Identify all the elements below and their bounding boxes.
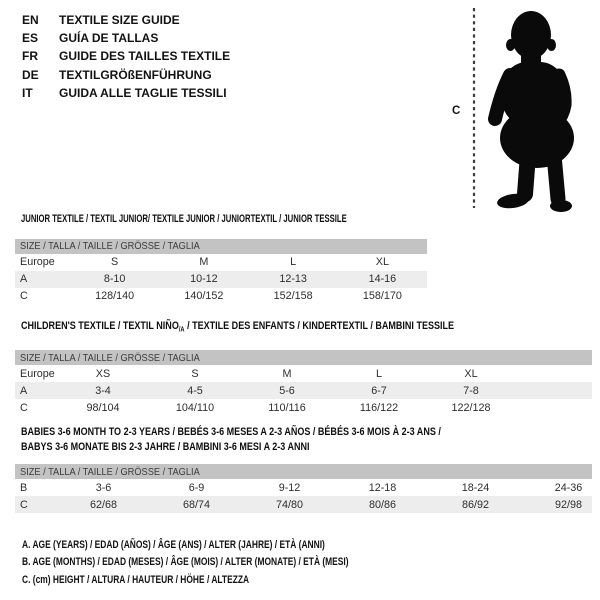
table-title <box>15 425 592 454</box>
size-table-header-row <box>15 239 427 254</box>
row-label: Europe <box>20 256 55 268</box>
language-code: DE <box>22 67 39 82</box>
row-label: Europe <box>20 367 55 380</box>
size-table <box>15 239 427 305</box>
size-cell: 122/128 <box>451 401 491 414</box>
size-table-header-row <box>15 464 592 479</box>
size-row <box>15 496 592 513</box>
filler-cell <box>517 365 592 382</box>
table-title-line: BABYS 3-6 MONATE BIS 2-3 JAHRE / BAMBINI 3-6 MESI A 2-3 ANNI <box>21 440 310 453</box>
language-code: FR <box>22 49 38 64</box>
size-cell: 86/92 <box>429 496 522 513</box>
size-cell: 7-8 <box>425 382 517 399</box>
size-cell: 8-10 <box>70 271 159 288</box>
size-cell: 62/68 <box>57 496 150 513</box>
language-row <box>22 11 230 29</box>
language-row <box>22 84 230 102</box>
size-cell: S <box>191 367 199 380</box>
size-cell: 68/74 <box>150 496 243 513</box>
table-title-line: BABIES 3-6 MONTH TO 2-3 YEARS / BEBÉS 3-6 MESES A 2-3 AÑOS / BÉBÉS 3-6 MOIS À 2-3 ANS / <box>21 426 441 438</box>
size-cell: XL <box>464 367 478 380</box>
size-cell: 5-6 <box>241 382 333 399</box>
size-table <box>15 464 592 513</box>
legend-item: B. AGE (MONTHS) / EDAD (MESES) / ÂGE (MOIS) / ALTER (MONATE) / ETÀ (MESI) <box>22 556 349 569</box>
size-table-grid <box>15 239 427 305</box>
size-cell: 104/110 <box>175 401 215 414</box>
size-table-grid <box>15 464 592 513</box>
size-cell: L <box>290 256 297 268</box>
language-row <box>22 66 230 84</box>
language-label: GUÍA DE TALLAS <box>59 31 159 46</box>
children-size-section <box>15 319 592 416</box>
junior-size-section <box>15 212 427 305</box>
size-header-label: SIZE / TALLA / TAILLE / GRÖSSE / TAGLIA <box>20 351 200 364</box>
legend-item: C. (cm) HEIGHT / ALTURA / HAUTEUR / HÖHE / ALTEZZA <box>22 573 250 586</box>
filler-cell <box>517 399 592 416</box>
height-marker-label: C <box>452 105 461 117</box>
language-label: TEXTILE SIZE GUIDE <box>59 13 180 27</box>
size-table-grid <box>15 350 592 416</box>
language-label: TEXTILGRÖßENFÜHRUNG <box>59 67 212 82</box>
size-cell: 12-18 <box>368 481 397 494</box>
size-cell: S <box>111 256 119 268</box>
row-label: B <box>20 481 28 494</box>
size-cell: 18-24 <box>461 481 490 494</box>
size-cell: L <box>375 367 382 380</box>
size-cell: 116/122 <box>359 401 399 414</box>
size-cell: XS <box>95 367 111 380</box>
size-header-label: SIZE / TALLA / TAILLE / GRÖSSE / TAGLIA <box>20 465 200 478</box>
size-row <box>15 399 592 416</box>
row-label: A <box>15 382 57 399</box>
size-cell: 74/80 <box>243 496 336 513</box>
size-cell: M <box>199 256 209 268</box>
size-cell: 152/158 <box>273 290 313 302</box>
table-title <box>15 212 427 227</box>
size-cell: 10-12 <box>159 271 248 288</box>
language-code: ES <box>22 31 39 46</box>
toddler-silhouette-icon <box>483 5 595 213</box>
size-row <box>15 254 427 271</box>
size-cell: 110/116 <box>268 401 306 414</box>
size-cell: 98/104 <box>86 401 120 414</box>
size-cell: 9-12 <box>278 481 301 494</box>
size-cell: 128/140 <box>95 290 135 302</box>
size-cell: 6-7 <box>333 382 425 399</box>
size-cell: 80/86 <box>336 496 429 513</box>
table-title-line: CHILDREN'S TEXTILE / TEXTIL $NIÑO_{/A}$ / TEXTILE DES ENFANTS / KINDERTEXTIL / BAMBINI TESSILE <box>21 320 455 334</box>
size-row <box>15 288 427 305</box>
language-row <box>22 29 230 47</box>
size-cell: 6-9 <box>188 481 205 494</box>
size-cell: 92/98 <box>522 496 592 513</box>
size-header-label: SIZE / TALLA / TAILLE / GRÖSSE / TAGLIA <box>20 240 200 252</box>
size-cell: 3-6 <box>95 481 112 494</box>
language-code: IT <box>22 85 33 100</box>
table-title-line: JUNIOR TEXTILE / TEXTIL JUNIOR/ TEXTILE JUNIOR / JUNIORTEXTIL / JUNIOR TESSILE <box>21 213 347 225</box>
title-subscript: /A <box>178 326 185 334</box>
row-label: C <box>20 401 28 414</box>
size-row <box>15 479 592 496</box>
filler-cell <box>517 382 592 399</box>
height-figure <box>450 4 599 216</box>
size-cell: M <box>282 367 292 380</box>
size-row <box>15 365 592 382</box>
size-cell: 4-5 <box>149 382 241 399</box>
size-cell: 14-16 <box>338 271 427 288</box>
row-label: A <box>15 271 70 288</box>
language-code: EN <box>22 13 39 27</box>
size-cell: 158/170 <box>362 290 402 302</box>
babies-size-section <box>15 425 592 513</box>
legend-item: A. AGE (YEARS) / EDAD (AÑOS) / ÂGE (ANS) / ALTER (JAHRE) / ETÀ (ANNI) <box>22 539 325 551</box>
language-guide <box>22 11 230 102</box>
size-cell: 3-4 <box>57 382 149 399</box>
legend <box>22 537 441 589</box>
size-row <box>15 382 592 399</box>
size-table-header-row <box>15 350 592 365</box>
language-label: GUIDE DES TAILLES TEXTILE <box>59 49 231 64</box>
size-cell: 12-13 <box>249 271 338 288</box>
row-label: C <box>15 496 57 513</box>
row-label: C <box>20 290 28 302</box>
size-cell: 24-36 <box>554 481 583 494</box>
size-cell: XL <box>375 256 389 268</box>
height-measure-dashed-line <box>472 7 476 209</box>
size-row <box>15 271 427 288</box>
table-title <box>15 319 592 338</box>
language-row <box>22 47 230 65</box>
size-table <box>15 350 592 416</box>
language-label: GUIDA ALLE TAGLIE TESSILI <box>59 85 227 100</box>
size-cell: 140/152 <box>184 290 224 302</box>
